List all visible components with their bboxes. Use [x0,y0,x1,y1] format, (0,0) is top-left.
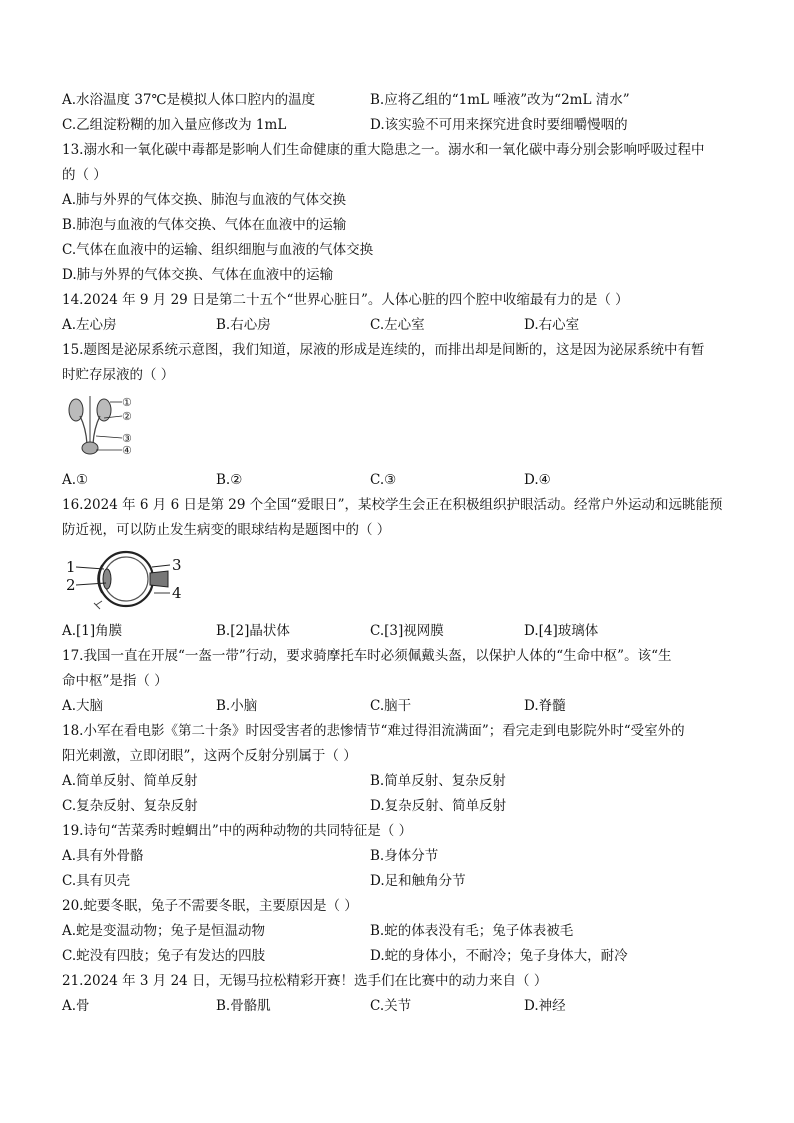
q18-option-b: B.简单反射、复杂反射 [370,773,506,789]
q19-options-row-2 [62,869,742,894]
eye-label-1: 1 [66,558,76,576]
eye-label-2: 2 [66,576,76,594]
q18-stem-line-2: 阳光刺激，立即闭眼”，这两个反射分别属于（ ） [62,748,357,764]
q18-option-a: A.简单反射、简单反射 [62,773,198,789]
q19-options-row-1 [62,844,742,869]
q13-stem-line-2: 的（ ） [62,167,107,183]
q19-option-c: C.具有贝壳 [62,873,131,889]
eye-label-3: 3 [172,556,182,574]
q16-option-b: B.[2]晶状体 [216,623,290,639]
urinary-system-diagram [62,388,152,468]
q17-option-a: A.大脑 [62,698,104,714]
q20-options-row-1 [62,919,742,944]
q18-option-d: D.复杂反射、简单反射 [370,798,507,814]
q15-stem-line-1: 15.题图是泌尿系统示意图，我们知道，尿液的形成是连续的，而排出却是间断的，这是因为泌尿系统中有暂 [62,342,705,358]
q18-options-row-1 [62,769,742,794]
q14-option-b: B.右心房 [216,317,271,333]
right-ureter-shape [93,416,100,444]
q12-options-row-1 [62,88,742,113]
q21-option-d: D.神经 [524,998,566,1014]
q19-option-d: D.足和触角分节 [370,873,466,889]
q16-option-d: D.[4]玻璃体 [524,623,599,639]
q20-options-row-2 [62,944,742,969]
urinary-label-2: ② [122,410,132,423]
q12-option-d: D.该实验不可用来探究进食时要细嚼慢咽的 [370,117,628,133]
q17-options [62,694,742,719]
q14-option-a: A.左心房 [62,317,117,333]
q20-stem: 20.蛇要冬眠，兔子不需要冬眠，主要原因是（ ） [62,898,358,914]
q14-stem: 14.2024 年 9 月 29 日是第二十五个“世界心脏日”。人体心脏的四个腔中收缩最有力的是（ ） [62,292,629,308]
q18-stem-line-1: 18.小军在看电影《第二十条》时因受害者的悲惨情节“难过得泪流满面”；看完走到电影院外时“受室外的 [62,723,685,739]
q21-option-a: A.骨 [62,998,90,1014]
urinary-label-3: ③ [122,432,132,445]
q13-option-b: B.肺泡与血液的气体交换、气体在血液中的运输 [62,217,347,233]
q17-option-d: D.脊髓 [524,698,566,714]
q15-stem-line-2: 时贮存尿液的（ ） [62,367,175,383]
lens-shape [103,569,111,589]
q20-option-a: A.蛇是变温动物；兔子是恒温动物 [62,923,266,939]
q21-stem: 21.2024 年 3 月 24 日，无锡马拉松精彩开赛！选手们在比赛中的动力来自（ ） [62,973,548,989]
q15-options [62,468,742,493]
q17-stem-line-2: 命中枢”是指（ ） [62,673,168,689]
urinary-system-figure [62,388,742,468]
eyeball-diagram [62,543,192,619]
q17-stem-line-1: 17.我国一直在开展“一盔一带”行动，要求骑摩托车时必须佩戴头盔，以保护人体的“生命中枢”。该“生 [62,648,672,664]
q16-stem-line-2: 防近视，可以防止发生病变的眼球结构是题图中的（ ） [62,522,391,538]
q19-option-a: A.具有外骨骼 [62,848,144,864]
q20-option-b: B.蛇的体表没有毛；兔子体表被毛 [370,923,574,939]
q13-option-c: C.气体在血液中的运输、组织细胞与血液的气体交换 [62,242,374,258]
optic-nerve-shape [150,571,168,587]
q15-option-c: C.③ [370,472,397,488]
q12-options-row-2 [62,113,742,138]
q14-options [62,313,742,338]
q21-option-c: C.关节 [370,998,412,1014]
q16-options [62,619,742,644]
bladder-shape [82,442,98,454]
q16-stem-line-1: 16.2024 年 6 月 6 日是第 29 个全国“爱眼日”，某校学生会正在积极组织护眼活动。经常户外运动和远眺能预 [62,497,723,513]
q16-option-c: C.[3]视网膜 [370,623,444,639]
q16-option-a: A.[1]角膜 [62,623,123,639]
q13-option-a: A.肺与外界的气体交换、肺泡与血液的气体交换 [62,192,347,208]
q15-option-d: D.④ [524,472,551,488]
q12-option-a: A.水浴温度 37℃是模拟人体口腔内的温度 [62,92,316,108]
eyeball-figure [62,543,742,619]
urinary-label-1: ① [122,396,132,409]
q15-option-b: B.② [216,472,243,488]
q14-option-c: C.左心室 [370,317,425,333]
q21-option-b: B.骨骼肌 [216,998,271,1014]
q17-option-c: C.脑干 [370,698,412,714]
q18-option-c: C.复杂反射、复杂反射 [62,798,198,814]
q20-option-c: C.蛇没有四肢；兔子有发达的四肢 [62,948,266,964]
q12-option-c: C.乙组淀粉糊的加入量应修改为 1mL [62,117,287,133]
exam-page [62,88,742,1019]
q15-option-a: A.① [62,472,89,488]
q18-options-row-2 [62,794,742,819]
q20-option-d: D.蛇的身体小，不耐冷；兔子身体大，耐冷 [370,948,628,964]
q13-option-d: D.肺与外界的气体交换、气体在血液中的运输 [62,267,334,283]
eye-label-4: 4 [172,584,182,602]
urinary-label-4: ④ [122,444,132,457]
left-ureter-shape [80,416,87,444]
q14-option-d: D.右心室 [524,317,580,333]
q21-options [62,994,742,1019]
q19-stem: 19.诗句“苦菜秀时蝗蜩出”中的两种动物的共同特征是（ ） [62,823,413,839]
q17-option-b: B.小脑 [216,698,258,714]
q13-stem-line-1: 13.溺水和一氧化碳中毒都是影响人们生命健康的重大隐患之一。溺水和一氧化碳中毒分别会影响呼吸过程中 [62,142,705,158]
q19-option-b: B.身体分节 [370,848,439,864]
q12-option-b: B.应将乙组的“1mL 唾液”改为“2mL 清水” [370,92,630,108]
